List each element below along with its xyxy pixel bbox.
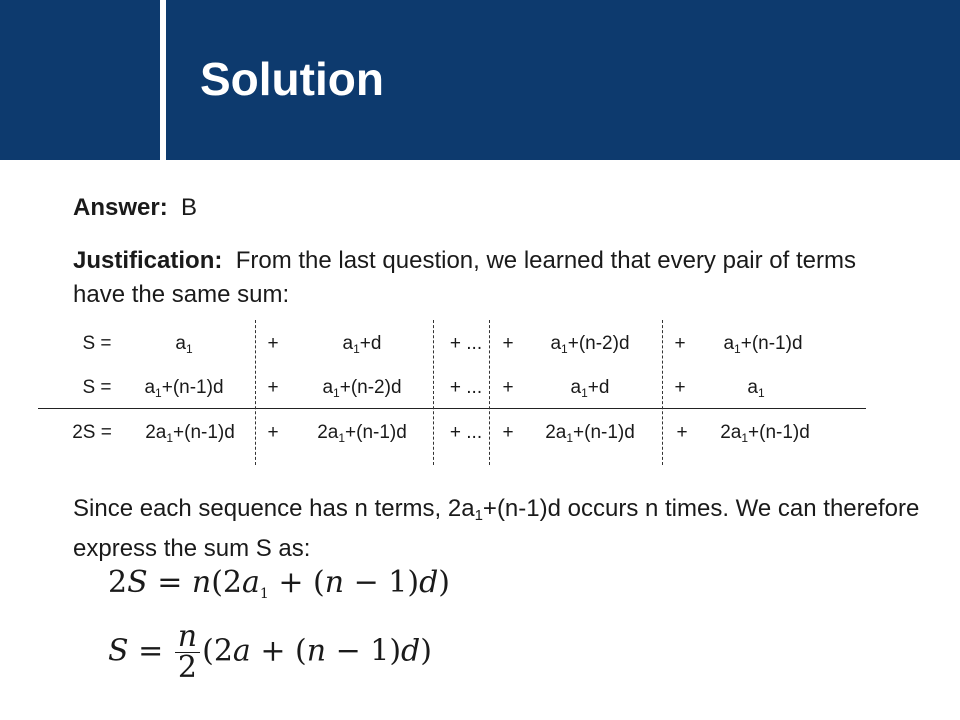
answer-line xyxy=(73,194,197,222)
justification-body: From the last question, we learned that every pair of terms have the same sum: xyxy=(73,247,856,308)
slide-title: Solution xyxy=(200,53,384,105)
row2-plus3: + xyxy=(674,377,686,398)
header-divider xyxy=(160,0,166,160)
fraction-n-over-2: $\frac{n}{2}$ xyxy=(175,622,200,683)
row2-plus1: + xyxy=(267,377,279,398)
header-bar xyxy=(0,0,960,160)
row1-lhs: S = xyxy=(82,333,112,354)
row3-plus1: + xyxy=(267,422,279,443)
row2-dots: + ... xyxy=(449,377,483,398)
column-divider-2 xyxy=(433,320,434,465)
row1-term2: $a_1+d$ xyxy=(342,333,382,356)
row2-plus2: + xyxy=(502,377,514,398)
row1-dots: + ... xyxy=(449,333,483,354)
row2-lhs: S = xyxy=(82,377,112,398)
row2-term2: $a_1+(n-2)d$ xyxy=(322,377,402,400)
row3-dots: + ... xyxy=(449,422,483,443)
row3-term3: $2a_1+(n-1)d$ xyxy=(545,422,635,445)
row2-term3: $a_1+d$ xyxy=(570,377,610,400)
formula-s: S = $\frac{n}{2}$ (2a + (n − 1)d) xyxy=(108,619,432,685)
row3-term1: $2a_1+(n-1)d$ xyxy=(145,422,235,445)
answer-value: B xyxy=(181,194,198,221)
row3-term2: $2a_1+(n-1)d$ xyxy=(317,422,407,445)
row1-term1: $a_1$ xyxy=(175,333,193,356)
row1-plus1: + xyxy=(267,333,279,354)
row3-lhs: 2S = xyxy=(72,422,112,443)
row2-term4: $a_1$ xyxy=(747,377,765,400)
answer-label: Answer: xyxy=(73,194,168,221)
conclusion-text: Since each sequence has n terms, $2a_1+(n-1)d$ occurs n times. We can therefore express the sum S as: xyxy=(73,495,920,562)
row1-term4: $a_1+(n-1)d$ xyxy=(723,333,803,356)
justification-label: Justification: xyxy=(73,247,223,274)
row2-term1: $a_1+(n-1)d$ xyxy=(144,377,224,400)
justification-text xyxy=(73,244,903,312)
column-divider-1 xyxy=(255,320,256,465)
row3-plus2: + xyxy=(502,422,514,443)
row1-term3: $a_1+(n-2)d$ xyxy=(550,333,630,356)
row1-plus2: + xyxy=(502,333,514,354)
row1-plus3: + xyxy=(674,333,686,354)
formula-2s: $2S = n(2a_1 + (n - 1)d)$ xyxy=(108,565,450,602)
column-divider-3 xyxy=(489,320,490,465)
sum-separator-line xyxy=(38,408,866,409)
row3-plus3: + xyxy=(676,422,688,443)
column-divider-4 xyxy=(662,320,663,465)
row3-term4: $2a_1+(n-1)d$ xyxy=(720,422,810,445)
